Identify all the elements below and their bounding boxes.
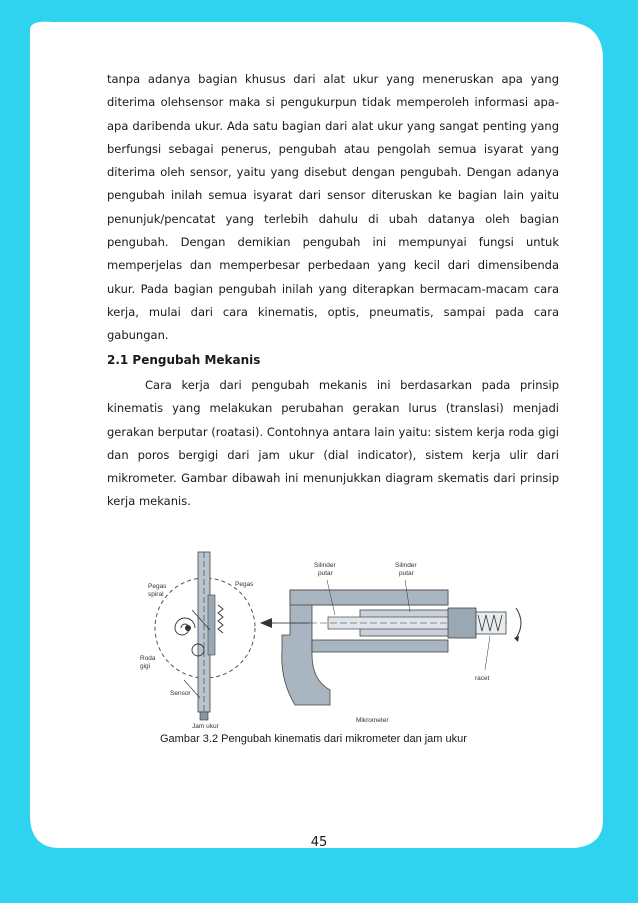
micrometer-diagram xyxy=(260,562,521,724)
label-silinder-putar-a-line2: putar xyxy=(318,570,333,577)
label-pegas: Pegas xyxy=(235,581,254,588)
label-silinder-putar-b-line2: putar xyxy=(399,570,414,577)
label-roda-gigi-line2: gigi xyxy=(140,663,151,670)
dial-indicator-diagram xyxy=(140,552,255,730)
section-heading: 2.1 Pengubah Mekanis xyxy=(107,353,261,367)
label-racet: racet xyxy=(475,675,490,682)
body-paragraph-1: tanpa adanya bagian khusus dari alat ukur yang meneruskan apa yang diterima olehsensor maka si pengukurpun tidak memperoleh informasi apa-apa daribenda ukur. Ada satu bagian dari alat ukur yang sangat penting yang berfungsi sebagai penerus, pengubah atau pengolah semua isyarat yang diterima oleh sensor, yaitu yang disebut dengan pengubah. Dengan adanya pengubah inilah semua isyarat dari sensor diteruskan ke bagian lain yaitu penunjuk/pencatat yang terlebih dahulu di ubah datanya oleh bagian pengubah. Dengan demikian pengubah ini mempunyai fungsi untuk memperjelas dan memperbesar perbedaan yang kecil dari dimensibenda ukur. Pada bagian pengubah inilah yang diterapkan bermacam-macam cara kerja, mulai dari cara kinematis, optis, pneumatis, sampai pada cara gabungan. xyxy=(107,72,559,343)
label-silinder-putar-a-line1: Silinder xyxy=(314,562,336,569)
label-jam-ukur: Jam ukur xyxy=(192,723,219,730)
label-mikrometer: Mikrometer xyxy=(356,717,389,724)
label-roda-gigi-line1: Roda xyxy=(140,655,156,662)
body-paragraph-2: Cara kerja dari pengubah mekanis ini berdasarkan pada prinsip kinematis yang melakukan perubahan gerakan lurus (translasi) menjadi gerakan berputar (roatasi). Contohnya antara lain yaitu: sistem kerja roda gigi dan poros bergigi dari jam ukur (dial indicator), sistem kerja ulir dari mikrometer. Gambar dibawah ini menunjukkan diagram skematis dari prinsip kerja mekanis. xyxy=(107,378,559,509)
label-silinder-putar-b-line1: Silinder xyxy=(395,562,417,569)
kinematic-transducer-figure xyxy=(130,540,540,730)
label-sensor: Sensor xyxy=(170,690,191,697)
label-pegas-spiral-line1: Pegas xyxy=(148,583,167,590)
figure-caption: Gambar 3.2 Pengubah kinematis dari mikrometer dan jam ukur xyxy=(160,733,467,745)
page-number: 45 xyxy=(310,835,328,850)
label-pegas-spiral-line2: spiral xyxy=(148,591,164,598)
